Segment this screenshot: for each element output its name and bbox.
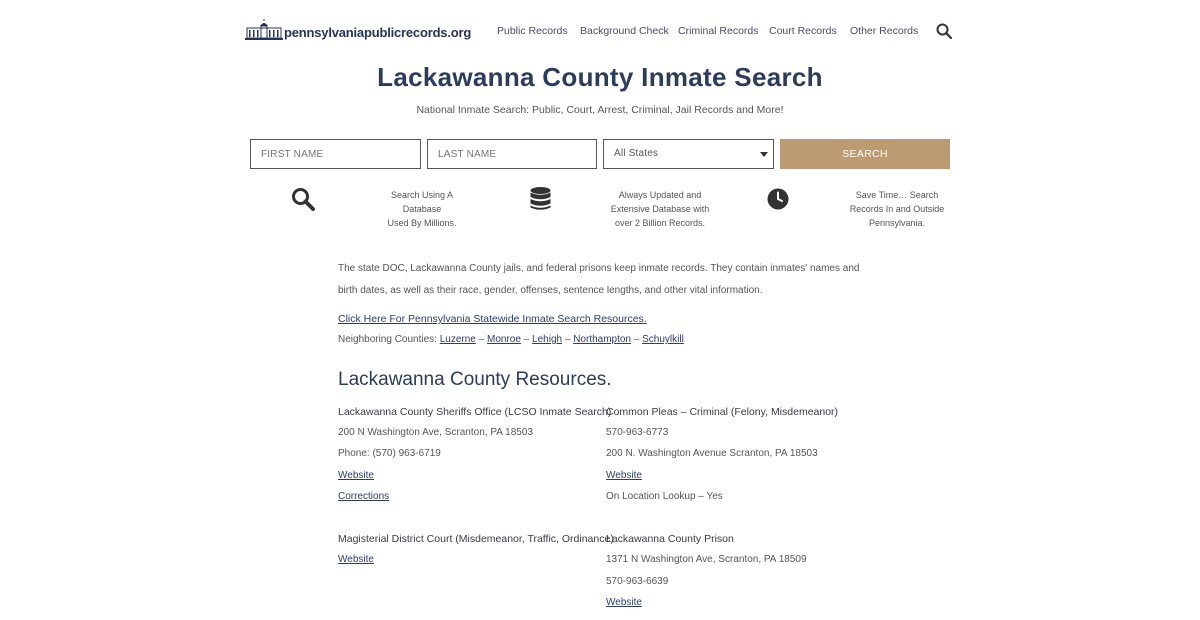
neighbors-label: Neighboring Counties: <box>338 334 437 345</box>
county-link-schuylkill[interactable]: Schuylkill <box>642 334 684 345</box>
resource-link-website[interactable]: Website <box>338 554 374 566</box>
site-logo[interactable] <box>244 19 471 41</box>
separator: – <box>523 334 530 345</box>
county-link-northampton[interactable]: Northampton <box>573 334 631 345</box>
resource-info-200-n-washington-ave-scranton-pa-18503: 200 N Washington Ave, Scranton, PA 18503 <box>338 427 533 439</box>
first-name-input[interactable] <box>250 139 421 169</box>
state-select[interactable] <box>603 139 774 169</box>
resource-info-on-location-lookup-yes: On Location Lookup – Yes <box>606 490 723 502</box>
county-link-monroe[interactable]: Monroe <box>487 334 521 345</box>
resources-title: Lackawanna County Resources. <box>338 369 612 390</box>
last-name-input[interactable] <box>427 139 597 169</box>
feature-database-text: Search Using A Database Used By Millions. <box>387 190 457 228</box>
nav-other-records[interactable]: Other Records <box>850 25 919 37</box>
page-title: Lackawanna County Inmate Search <box>377 62 823 92</box>
feature-time-text: Save Time… Search Records In and Outside Pennsylvania. <box>849 190 945 228</box>
separator: – <box>478 334 485 345</box>
search-icon[interactable] <box>936 23 952 39</box>
resource-heading-magisterial-district-court-misdemeanor-t: Magisterial District Court (Misdemeanor, Traffic, Ordinance) <box>338 533 614 546</box>
caret-down-icon <box>760 152 768 157</box>
logo-text: pennsylvaniapublicrecords.org <box>284 25 472 40</box>
capitol-building-icon <box>244 19 284 41</box>
intro-paragraph: The state DOC, Lackawanna County jails, and federal prisons keep inmate records. They contain inmates' names and birth dates, as well as their race, gender, offenses, sentence lengths, and other vital information. <box>338 263 860 296</box>
search-button[interactable]: SEARCH <box>780 139 950 169</box>
statewide-search-link[interactable]: Click Here For Pennsylvania Statewide Inmate Search Resources. <box>338 313 647 325</box>
county-link-lehigh[interactable]: Lehigh <box>532 334 563 345</box>
resource-link-website[interactable]: Website <box>338 469 374 481</box>
page-subtitle: National Inmate Search: Public, Court, Arrest, Criminal, Jail Records and More! <box>416 104 784 116</box>
nav-background-check[interactable]: Background Check <box>580 25 669 37</box>
feature-updated-text: Always Updated and Extensive Database with over 2 Billion Records. <box>610 190 710 228</box>
resource-link-website[interactable]: Website <box>606 469 642 481</box>
nav-public-records[interactable]: Public Records <box>497 25 568 37</box>
resource-link-corrections[interactable]: Corrections <box>338 490 390 502</box>
resource-info-570-963-6639: 570-963-6639 <box>606 575 669 587</box>
database-icon <box>530 187 551 211</box>
resource-info-phone-570-963-6719: Phone: (570) 963-6719 <box>338 448 441 460</box>
state-select-value: All States <box>614 148 659 159</box>
resource-info-1371-n-washington-ave-scranton-pa-18509: 1371 N Washington Ave, Scranton, PA 18509 <box>606 554 807 566</box>
site-header <box>0 0 1200 62</box>
resource-info-570-963-6773: 570-963-6773 <box>606 427 669 439</box>
nav-criminal-records[interactable]: Criminal Records <box>678 25 759 37</box>
clock-icon <box>767 188 789 210</box>
neighboring-counties <box>338 334 684 345</box>
separator: – <box>633 334 640 345</box>
resource-heading-common-pleas-criminal-felony-misdemeanor: Common Pleas – Criminal (Felony, Misdemeanor) <box>606 406 839 418</box>
magnifier-icon <box>291 187 315 211</box>
resource-heading-lackawanna-county-sheriffs-office-lcso-i: Lackawanna County Sheriffs Office (LCSO Inmate Search) <box>338 406 612 418</box>
separator: – <box>564 334 571 345</box>
resource-heading-lackawanna-county-prison: Lackawanna County Prison <box>606 533 734 546</box>
nav-court-records[interactable]: Court Records <box>769 25 837 37</box>
resource-info-200-n-washington-avenue-scranton-pa-1850: 200 N. Washington Avenue Scranton, PA 18503 <box>606 448 818 460</box>
resource-link-website[interactable]: Website <box>606 596 642 608</box>
county-link-luzerne[interactable]: Luzerne <box>439 334 476 345</box>
